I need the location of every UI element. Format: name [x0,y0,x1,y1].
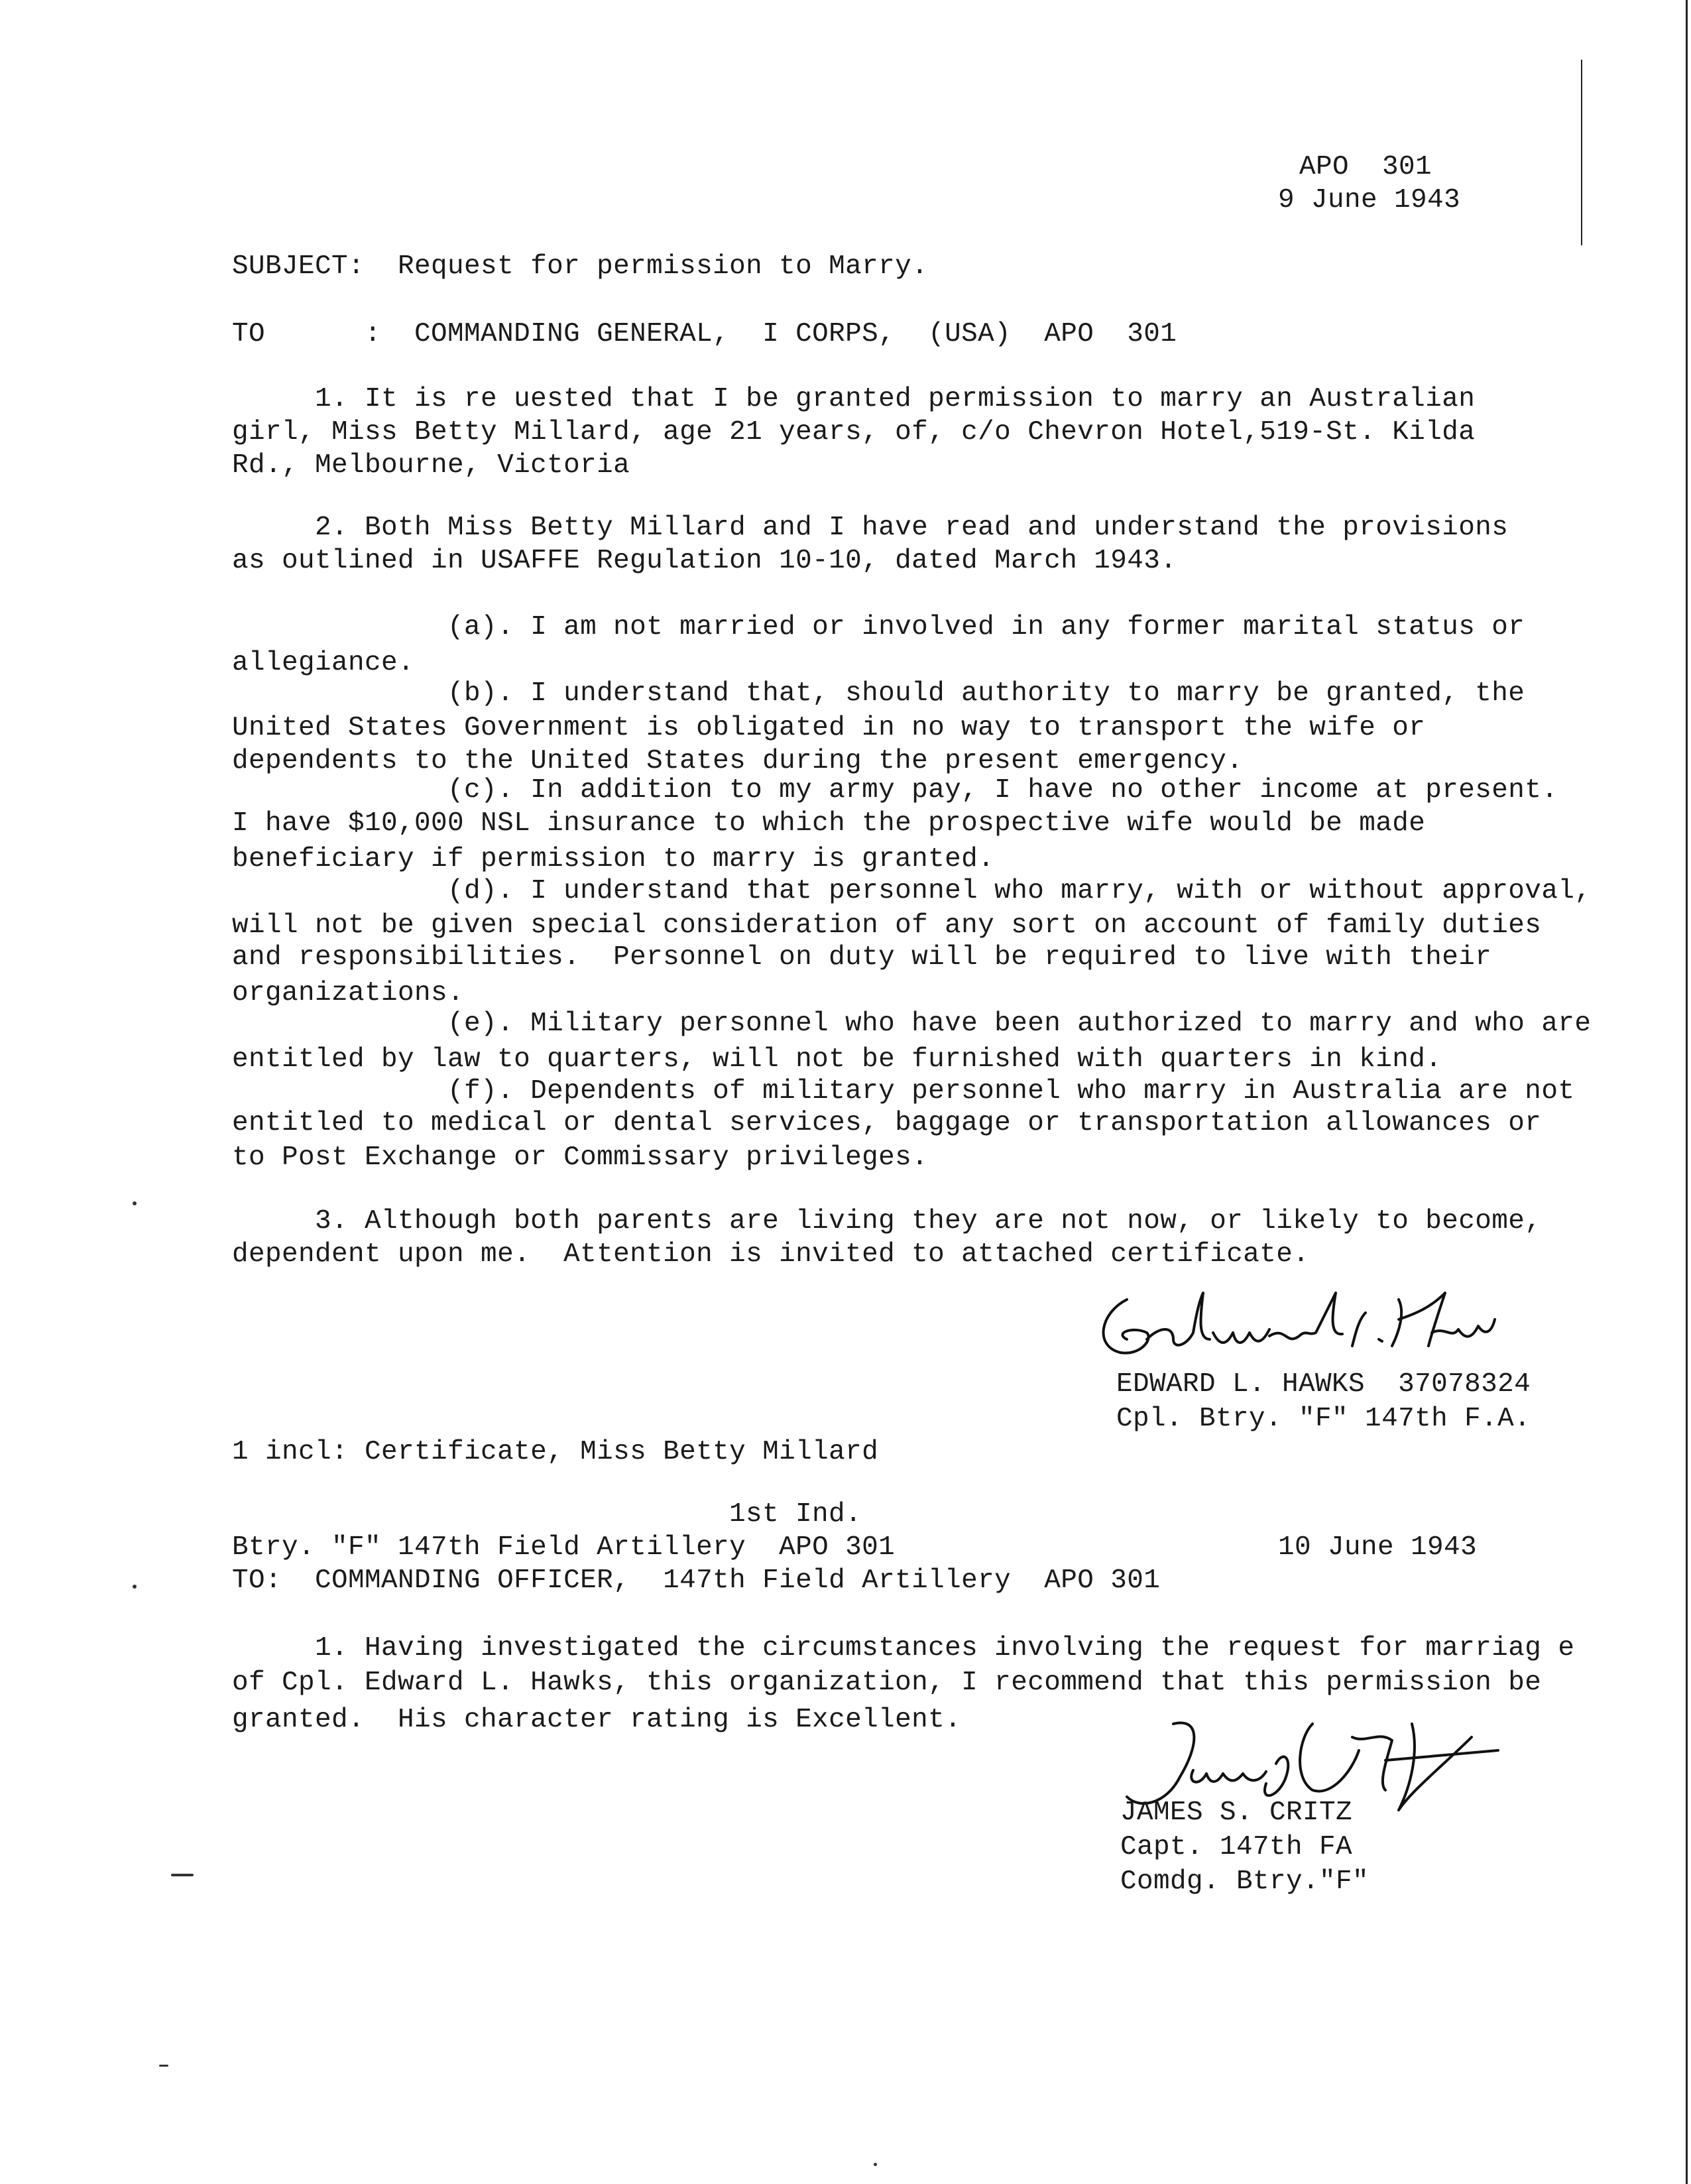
text-line: (b). I understand that, should authority to marry be granted, the [232,678,1525,709]
text-line: of Cpl. Edward L. Hawks, this organization, I recommend that this permission be [232,1668,1542,1698]
scan-speck [159,2065,168,2067]
text-line: allegiance. [232,648,415,678]
text-line: 1. Having investigated the circumstances involving the request for marriag e [232,1633,1575,1664]
indorsement-date: 10 June 1943 [1278,1532,1478,1563]
to-line: TO : COMMANDING GENERAL, I CORPS, (USA) APO 301 [232,319,1177,349]
text-line: United States Government is obligated in no way to transport the wife or [232,713,1426,743]
text-line: (e). Military personnel who have been authorized to marry and who are [232,1008,1592,1039]
text-line: entitled by law to quarters, will not be furnished with quarters in kind. [232,1044,1442,1075]
page-edge-line [1686,0,1688,2184]
letter-date: 9 June 1943 [1278,185,1461,215]
text-line: 1. It is re uested that I be granted permission to marry an Australian [232,384,1476,414]
text-line: 2. Both Miss Betty Millard and I have read and understand the provisions [232,513,1509,543]
scan-speck [874,2163,877,2166]
inclosure-line: 1 incl: Certificate, Miss Betty Millard [232,1437,879,1467]
indorsement-from: Btry. "F" 147th Field Artillery APO 301 [232,1532,896,1563]
scan-speck [133,1201,137,1205]
text-line: entitled to medical or dental services, baggage or transportation allowances or [232,1108,1542,1138]
text-line: beneficiary if permission to marry is granted. [232,844,995,875]
indorsement-to: TO: COMMANDING OFFICER, 147th Field Artillery APO 301 [232,1565,1161,1596]
margin-mark [1581,60,1582,245]
text-line: as outlined in USAFFE Regulation 10-10, dated March 1943. [232,546,1177,576]
signer-2-unit: Comdg. Btry."F" [1120,1866,1370,1897]
text-line: Rd., Melbourne, Victoria [232,450,630,481]
text-line: granted. His character rating is Excellent. [232,1705,962,1735]
apo-header: APO 301 [1299,152,1432,182]
text-line: organizations. [232,978,465,1008]
text-line: dependents to the United States during the present emergency. [232,746,1244,776]
subject-line: SUBJECT: Request for permission to Marry. [232,251,929,282]
signature-hawks [1087,1273,1498,1372]
text-line: 3. Although both parents are living they are not now, or likely to become, [232,1206,1542,1237]
text-line: I have $10,000 NSL insurance to which the prospective wife would be made [232,808,1426,839]
text-line: dependent upon me. Attention is invited to attached certificate. [232,1239,1310,1270]
scan-speck [171,1874,194,1876]
text-line: (f). Dependents of military personnel who marry in Australia are not [232,1076,1575,1107]
text-line: (c). In addition to my army pay, I have no other income at present. [232,775,1558,806]
text-line: (a). I am not married or involved in any former marital status or [232,612,1525,642]
text-line: and responsibilities. Personnel on duty will be required to live with their [232,942,1492,973]
text-line: (d). I understand that personnel who marry, with or without approval, [232,876,1592,906]
signer-1-rank: Cpl. Btry. "F" 147th F.A. [1116,1404,1531,1434]
signer-1-name: EDWARD L. HAWKS 37078324 [1116,1369,1531,1400]
signer-2-name: JAMES S. CRITZ [1120,1797,1353,1828]
text-line: to Post Exchange or Commissary privileges. [232,1142,929,1173]
text-line: will not be given special consideration of any sort on account of family duties [232,910,1542,941]
scan-speck [133,1585,137,1589]
indorsement-title: 1st Ind. [729,1499,862,1530]
text-line: girl, Miss Betty Millard, age 21 years, of, c/o Chevron Hotel,519-St. Kilda [232,417,1476,448]
signer-2-rank: Capt. 147th FA [1120,1832,1353,1862]
